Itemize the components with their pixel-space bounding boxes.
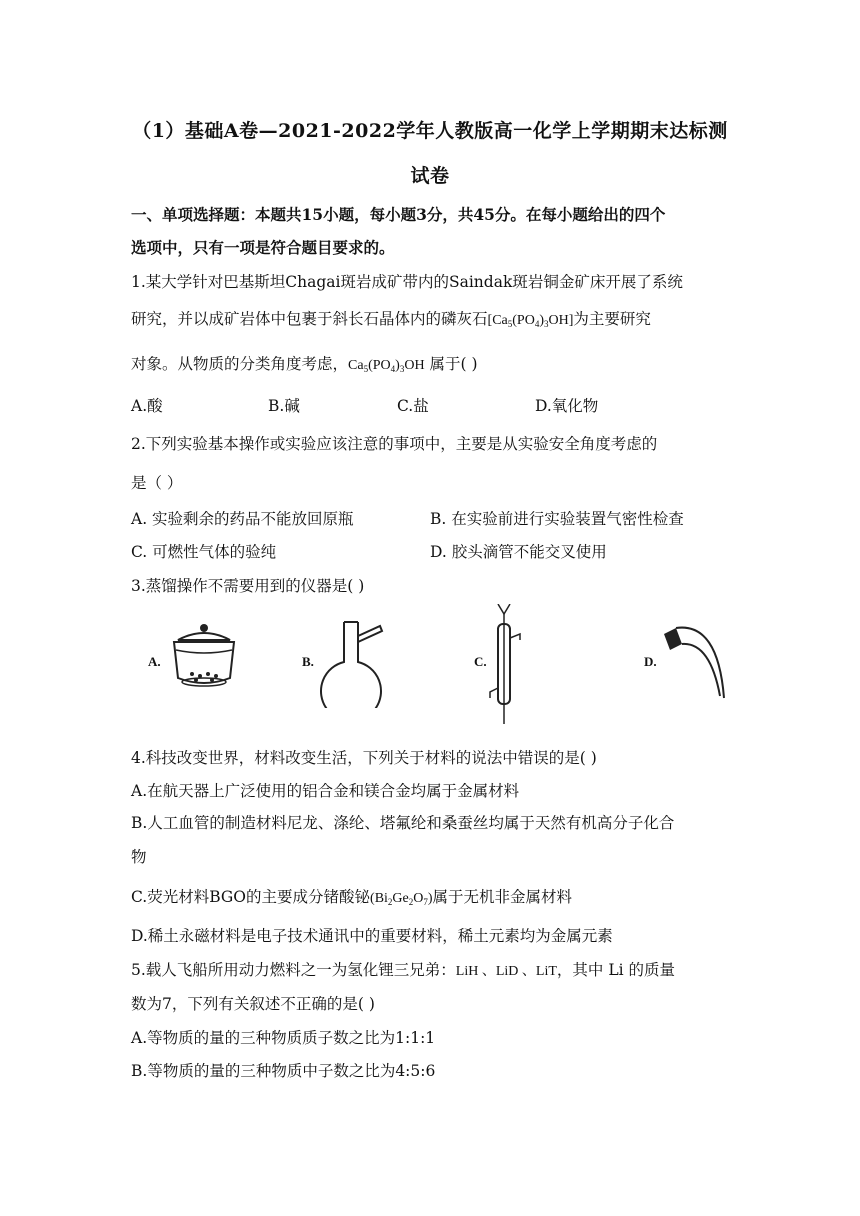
section-heading-line1: 一、单项选择题：本题共15小题，每小题3分，共45分。在每小题给出的四个: [131, 205, 666, 224]
question-5-option-b: B.等物质的量的三种物质中子数之比为4:5:6: [131, 1062, 436, 1080]
apatite-formula-inline: $Ca_5(PO_4)_3OH$: [348, 358, 425, 374]
question-1-line2-text: 研究，并以成矿岩体中包裹于斜长石晶体内的磷灰石: [131, 310, 488, 328]
question-1-option-c: C.盐: [397, 397, 429, 415]
question-4-option-d: D.稀土永磁材料是电子技术通讯中的重要材料，稀土元素均为金属元素: [131, 927, 613, 945]
question-1-line2-end: 为主要研究: [573, 310, 651, 328]
question-2-option-d: D. 胶头滴管不能交叉使用: [430, 543, 607, 561]
distillation-flask-drawing: [296, 598, 406, 708]
question-1-option-d: D.氧化物: [535, 397, 599, 415]
exam-title-line2: 试卷: [410, 165, 450, 187]
question-3-line1: 3.蒸馏操作不需要用到的仪器是( ): [131, 577, 365, 595]
apparatus-d: [640, 598, 740, 718]
apparatus-b-label: B.: [302, 654, 314, 669]
question-5-line1: 5.载人飞船所用动力燃料之一为氢化锂三兄弟：LiH 、LiD 、LiT，其中 Li 的质量: [131, 961, 676, 979]
exam-title-line1: （1）基础A卷—2021-2022学年人教版高一化学上学期期末达标测: [132, 120, 728, 142]
question-2-line1: 2.下列实验基本操作或实验应该注意的事项中，主要是从实验安全角度考虑的: [131, 435, 658, 453]
question-2-line2: 是（ ）: [131, 474, 183, 492]
question-1-option-b: B.碱: [268, 397, 300, 415]
question-1-line1: 1.某大学针对巴基斯坦Chagai斑岩成矿带内的Saindak斑岩铜金矿床开展了系统: [131, 273, 683, 291]
crucible-drawing: [140, 598, 250, 698]
question-4-option-c: C.荧光材料BGO的主要成分锗酸铋$(Bi_2Ge_2O_7)$属于无机非金属材料: [131, 888, 573, 907]
question-1-line3: 对象。从物质的分类角度考虑，$Ca_5(PO_4)_3OH$ 属于( ): [131, 355, 478, 374]
question-2-option-c: C. 可燃性气体的验纯: [131, 543, 277, 561]
condenser-drawing: [470, 604, 550, 734]
question-2-option-b: B. 在实验前进行实验装置气密性检查: [430, 510, 684, 528]
apparatus-c-label: C.: [474, 654, 487, 669]
apparatus-a-label: A.: [148, 654, 161, 669]
bgo-formula: $(Bi_2Ge_2O_7)$: [370, 891, 433, 907]
question-1-option-a: A.酸: [131, 397, 163, 415]
adapter-drawing: [640, 598, 740, 708]
apatite-formula: $[Ca_5(PO_4)_3OH]$: [487, 313, 574, 329]
question-1-line2: [131, 307, 651, 329]
apparatus-c: [470, 598, 550, 718]
question-4-option-a: A.在航天器上广泛使用的铝合金和镁合金均属于金属材料: [131, 782, 520, 800]
section-heading-line2: 选项中，只有一项是符合题目要求的。: [131, 238, 395, 257]
apparatus-d-label: D.: [644, 654, 657, 669]
question-5-line2: 数为7，下列有关叙述不正确的是( ): [131, 995, 375, 1013]
question-4-line1: 4.科技改变世界，材料改变生活，下列关于材料的说法中错误的是( ): [131, 749, 597, 767]
question-4-option-b-line2: 物: [131, 848, 147, 866]
apparatus-b: [296, 598, 406, 718]
question-2-option-a: A. 实验剩余的药品不能放回原瓶: [131, 510, 354, 528]
question-5-option-a: A.等物质的量的三种物质质子数之比为1:1:1: [131, 1029, 436, 1047]
lithium-hydrides: LiH 、LiD 、LiT: [455, 964, 557, 979]
apparatus-a: [140, 598, 250, 718]
question-4-option-b-line1: B.人工血管的制造材料尼龙、涤纶、塔氟纶和桑蚕丝均属于天然有机高分子化合: [131, 814, 675, 832]
